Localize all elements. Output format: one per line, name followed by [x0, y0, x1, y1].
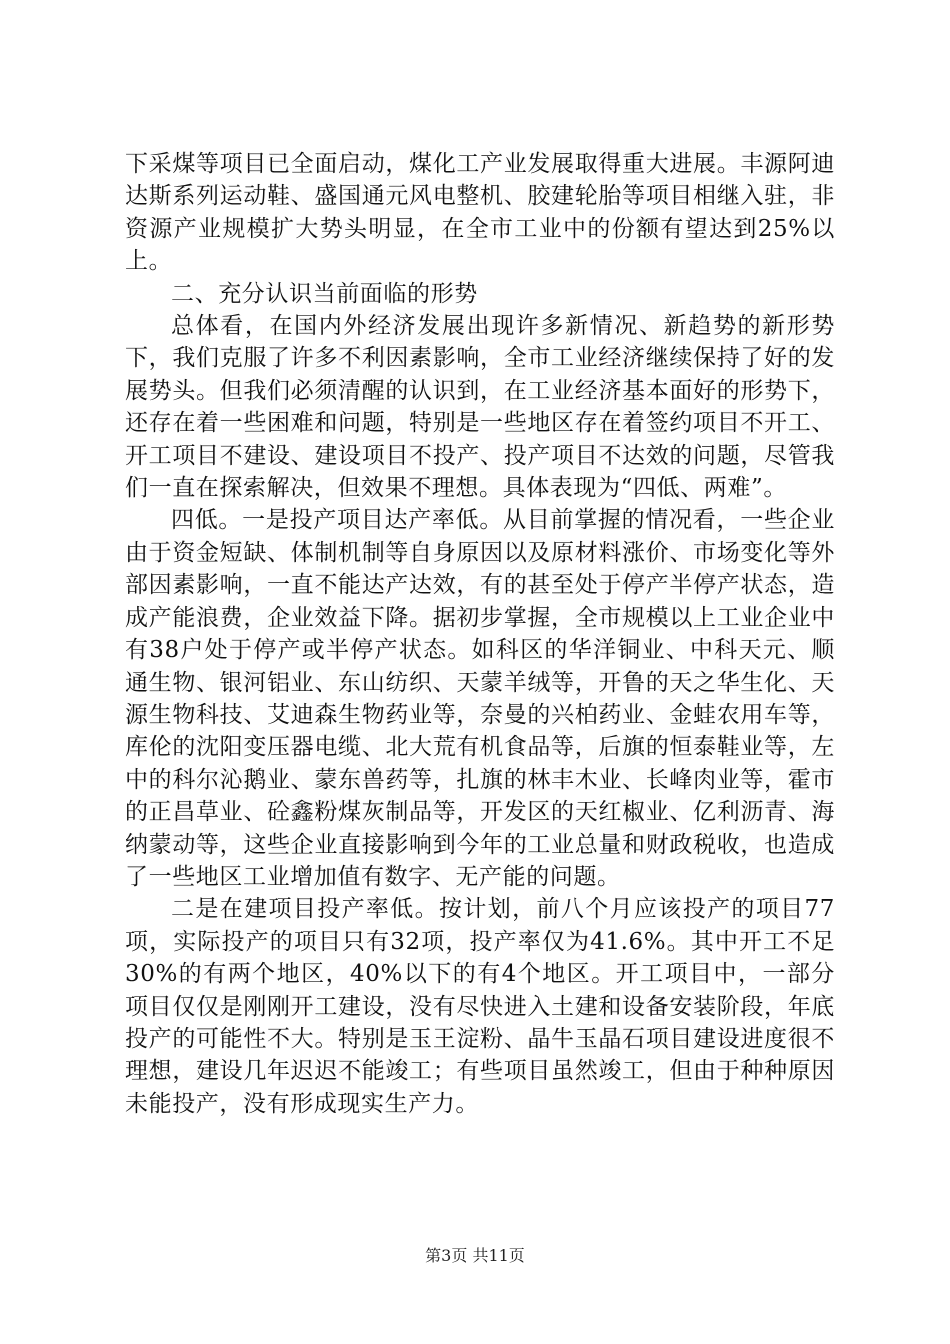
- page-number-label: 第3页 共11页: [425, 1246, 525, 1265]
- document-body: [125, 148, 835, 1120]
- page-footer: [0, 1243, 950, 1266]
- paragraph-2: 总体看，在国内外经济发展出现许多新情况、新趋势的新形势下，我们克服了许多不利因素影响，全市工业经济继续保持了好的发展势头。但我们必须清醒的认识到，在工业经济基本面好的形势下，还存在着一些困难和问题，特别是一些地区存在着签约项目不开工、开工项目不建设、建设项目不投产、投产项目不达效的问题，尽管我们一直在探索解决，但效果不理想。具体表现为“四低、两难”。: [125, 313, 835, 502]
- paragraph-4: 二是在建项目投产率低。按计划，前八个月应该投产的项目77项，实际投产的项目只有32项，投产率仅为41.6%。其中开工不足30%的有两个地区，40%以下的有4个地区。开工项目中，一部分项目仅仅是刚刚开工建设，没有尽快进入土建和设备安装阶段，年底投产的可能性不大。特别是玉王淀粉、晶牛玉晶石项目建设进度很不理想，建设几年迟迟不能竣工；有些项目虽然竣工，但由于种种原因未能投产，没有形成现实生产力。: [125, 896, 835, 1117]
- paragraph-3: 四低。一是投产项目达产率低。从目前掌握的情况看，一些企业由于资金短缺、体制机制等自身原因以及原材料涨价、市场变化等外部因素影响，一直不能达产达效，有的甚至处于停产半停产状态，造成产能浪费，企业效益下降。据初步掌握，全市规模以上工业企业中有38户处于停产或半停产状态。如科区的华洋铜业、中科天元、顺通生物、银河铝业、东山纺织、天蒙羊绒等，开鲁的天之华生化、天源生物科技、艾迪森生物药业等，奈曼的兴柏药业、金蛙农用车等，库伦的沈阳变压器电缆、北大荒有机食品等，后旗的恒泰鞋业等，左中的科尔沁鹅业、蒙东兽药等，扎旗的林丰木业、长峰肉业等，霍市的正昌草业、砼鑫粉煤灰制品等，开发区的天红椒业、亿利沥青、海纳蒙动等，这些企业直接影响到今年的工业总量和财政税收，也造成了一些地区工业增加值有数字、无产能的问题。: [125, 507, 835, 890]
- section-heading: 二、充分认识当前面临的形势: [171, 280, 478, 307]
- paragraph-1: 下采煤等项目已全面启动，煤化工产业发展取得重大进展。丰源阿迪达斯系列运动鞋、盛国通元风电整机、胶建轮胎等项目相继入驻，非资源产业规模扩大势头明显，在全市工业中的份额有望达到25%以上。: [125, 151, 835, 275]
